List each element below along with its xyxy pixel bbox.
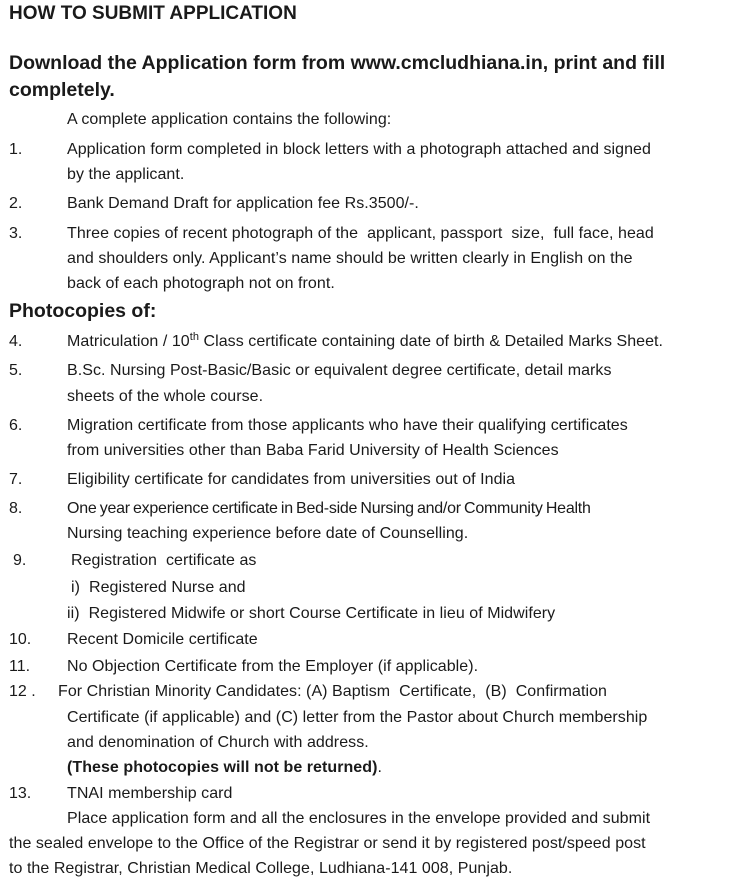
item-3-number: 3. [9, 225, 23, 242]
photocopies-heading: Photocopies of: [9, 300, 157, 322]
item-12-line2: Certificate (if applicable) and (C) letter from the Pastor about Church membership [67, 709, 648, 726]
item-5-line1: B.Sc. Nursing Post-Basic/Basic or equivalent degree certificate, detail marks [67, 362, 612, 379]
closing-line3: to the Registrar, Christian Medical College, Ludhiana-141 008, Punjab. [9, 860, 513, 877]
item-6-line2: from universities other than Baba Farid University of Health Sciences [67, 442, 559, 459]
item-6-number: 6. [9, 417, 23, 434]
item-3-line2: and shoulders only. Applicant’s name should be written clearly in English on the [67, 250, 633, 267]
item-2-number: 2. [9, 195, 23, 212]
item-12-number: 12 . [9, 683, 36, 700]
item-4-post: Class certificate containing date of birth & Detailed Marks Sheet. [199, 333, 664, 350]
item-6-line1: Migration certificate from those applicants who have their qualifying certificates [67, 417, 628, 434]
item-4-number: 4. [9, 333, 23, 350]
intro-text: A complete application contains the following: [67, 111, 392, 128]
item-3-line3: back of each photograph not on front. [67, 275, 335, 292]
page-title: HOW TO SUBMIT APPLICATION [9, 3, 297, 24]
item-8-number: 8. [9, 500, 23, 517]
item-13-number: 13. [9, 785, 32, 802]
item-7-line1: Eligibility certificate for candidates from universities out of India [67, 471, 516, 488]
item-8-line2: Nursing teaching experience before date of Counselling. [67, 525, 469, 542]
download-heading-line1: Download the Application form from www.cmcludhiana.in, print and fill [9, 52, 666, 74]
item-2-line1: Bank Demand Draft for application fee Rs.3500/-. [67, 195, 419, 212]
item-4-sup: th [189, 331, 200, 343]
item-12-note-wrap [67, 759, 382, 777]
item-9-sub1: i) Registered Nurse and [71, 579, 246, 596]
item-7-number: 7. [9, 471, 23, 488]
item-1-number: 1. [9, 141, 23, 158]
item-5-number: 5. [9, 362, 23, 379]
item-12-line1: For Christian Minority Candidates: (A) Baptism Certificate, (B) Confirmation [58, 683, 608, 700]
item-12-line3: and denomination of Church with address. [67, 734, 369, 751]
item-5-line2: sheets of the whole course. [67, 388, 264, 405]
item-13-line: TNAI membership card [67, 785, 233, 802]
item-8-line1: One year experience certificate in Bed-side Nursing and/or Community Health [67, 500, 591, 517]
item-9-number: 9. [13, 552, 27, 569]
closing-line1: Place application form and all the enclosures in the envelope provided and submit [67, 810, 651, 827]
item-10-number: 10. [9, 631, 32, 648]
item-12-note-tail: . [377, 759, 382, 776]
item-10-line: Recent Domicile certificate [67, 631, 258, 648]
item-4-pre: Matriculation / 10 [67, 333, 190, 350]
item-3-line1: Three copies of recent photograph of the applicant, passport size, full face, head [67, 225, 654, 242]
download-heading-line2: completely. [9, 79, 115, 101]
item-1-line1: Application form completed in block letters with a photograph attached and signed [67, 141, 651, 158]
item-12-note: (These photocopies will not be returned) [67, 759, 378, 776]
closing-line2: the sealed envelope to the Office of the Registrar or send it by registered post/speed post [9, 835, 646, 852]
item-9-sub2: ii) Registered Midwife or short Course Certificate in lieu of Midwifery [67, 605, 556, 622]
item-9-line: Registration certificate as [71, 552, 257, 569]
item-11-line: No Objection Certificate from the Employer (if applicable). [67, 658, 479, 675]
item-1-line2: by the applicant. [67, 166, 185, 183]
item-11-number: 11. [9, 658, 31, 675]
item-4-text [67, 333, 663, 351]
